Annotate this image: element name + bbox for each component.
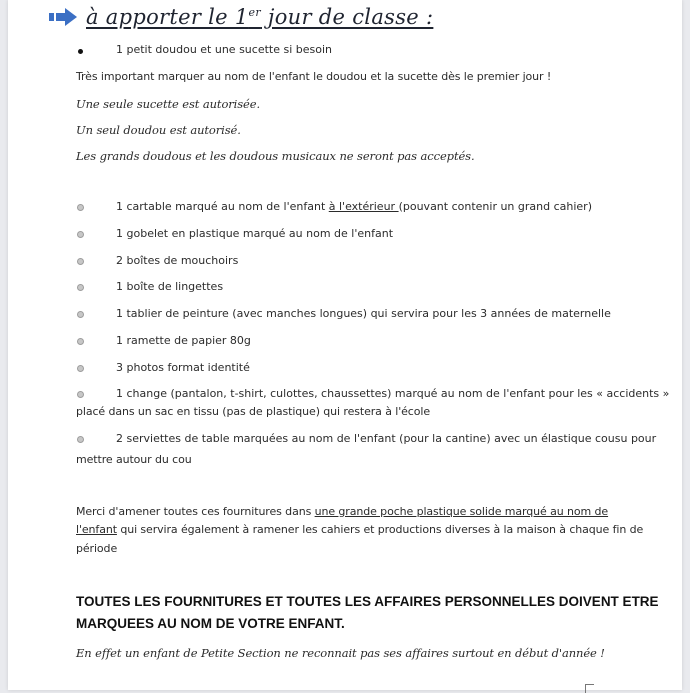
rule-sucette: Une seule sucette est autorisée. [76, 97, 261, 111]
list-item-gobelet: 1 gobelet en plastique marqué au nom de l'enfant [116, 227, 394, 240]
notice-line2: MARQUEES AU NOM DE VOTRE ENFANT. [76, 616, 345, 631]
list-item-cartable: 1 cartable marqué au nom de l'enfant à l'extérieur (pouvant contenir un grand cahier) [116, 200, 592, 213]
important-note: Très important marquer au nom de l'enfant le doudou et la sucette dès le premier jour ! [76, 70, 552, 83]
list-item-change: 1 change (pantalon, t-shirt, culottes, chaussettes) marqué au nom de l'enfant pour les « accidents » [116, 387, 670, 400]
list-item-serviettes-cont: mettre autour du cou [76, 453, 192, 466]
bullet-icon [77, 204, 84, 211]
bullet-icon [77, 311, 84, 318]
list-item-change-cont: placé dans un sac en tissu (pas de plastique) qui restera à l'école [76, 405, 430, 418]
list-item-lingettes: 1 boîte de lingettes [116, 280, 224, 293]
list-item-tablier: 1 tablier de peinture (avec manches longues) qui servira pour les 3 années de maternelle [116, 307, 611, 320]
bullet-icon [77, 284, 84, 291]
list-item-ramette: 1 ramette de papier 80g [116, 334, 251, 347]
rule-doudou: Un seul doudou est autorisé. [76, 123, 241, 137]
merci-line1: Merci d'amener toutes ces fournitures dans une grande poche plastique solide marqué au nom de [76, 505, 609, 518]
title-row [48, 4, 433, 30]
notice-footnote: En effet un enfant de Petite Section ne reconnait pas ses affaires surtout en début d'année ! [76, 646, 605, 660]
page-corner-mark [585, 684, 594, 693]
merci-line2: l'enfant qui servira également à ramener les cahiers et productions diverses à la maison à chaque fin de [76, 523, 644, 536]
bullet-icon [77, 338, 84, 345]
list-item-doudou: 1 petit doudou et une sucette si besoin [116, 43, 333, 56]
bullet-icon [78, 49, 83, 54]
bullet-icon [77, 258, 84, 265]
bullet-icon [77, 231, 84, 238]
document-page [8, 0, 682, 690]
bullet-icon [77, 436, 84, 443]
arrow-right-icon [48, 8, 78, 26]
bullet-icon [77, 365, 84, 372]
bullet-icon [77, 391, 84, 398]
page-title: à apporter le 1er jour de classe : [86, 5, 434, 29]
merci-line3: période [76, 542, 118, 555]
list-item-mouchoirs: 2 boîtes de mouchoirs [116, 254, 239, 267]
list-item-serviettes: 2 serviettes de table marquées au nom de l'enfant (pour la cantine) avec un élastique cousu pour [116, 432, 657, 445]
rule-grands-doudous: Les grands doudous et les doudous musicaux ne seront pas acceptés. [76, 149, 475, 163]
list-item-photos: 3 photos format identité [116, 361, 250, 374]
notice-line1: TOUTES LES FOURNITURES ET TOUTES LES AFFAIRES PERSONNELLES DOIVENT ETRE [76, 594, 659, 609]
